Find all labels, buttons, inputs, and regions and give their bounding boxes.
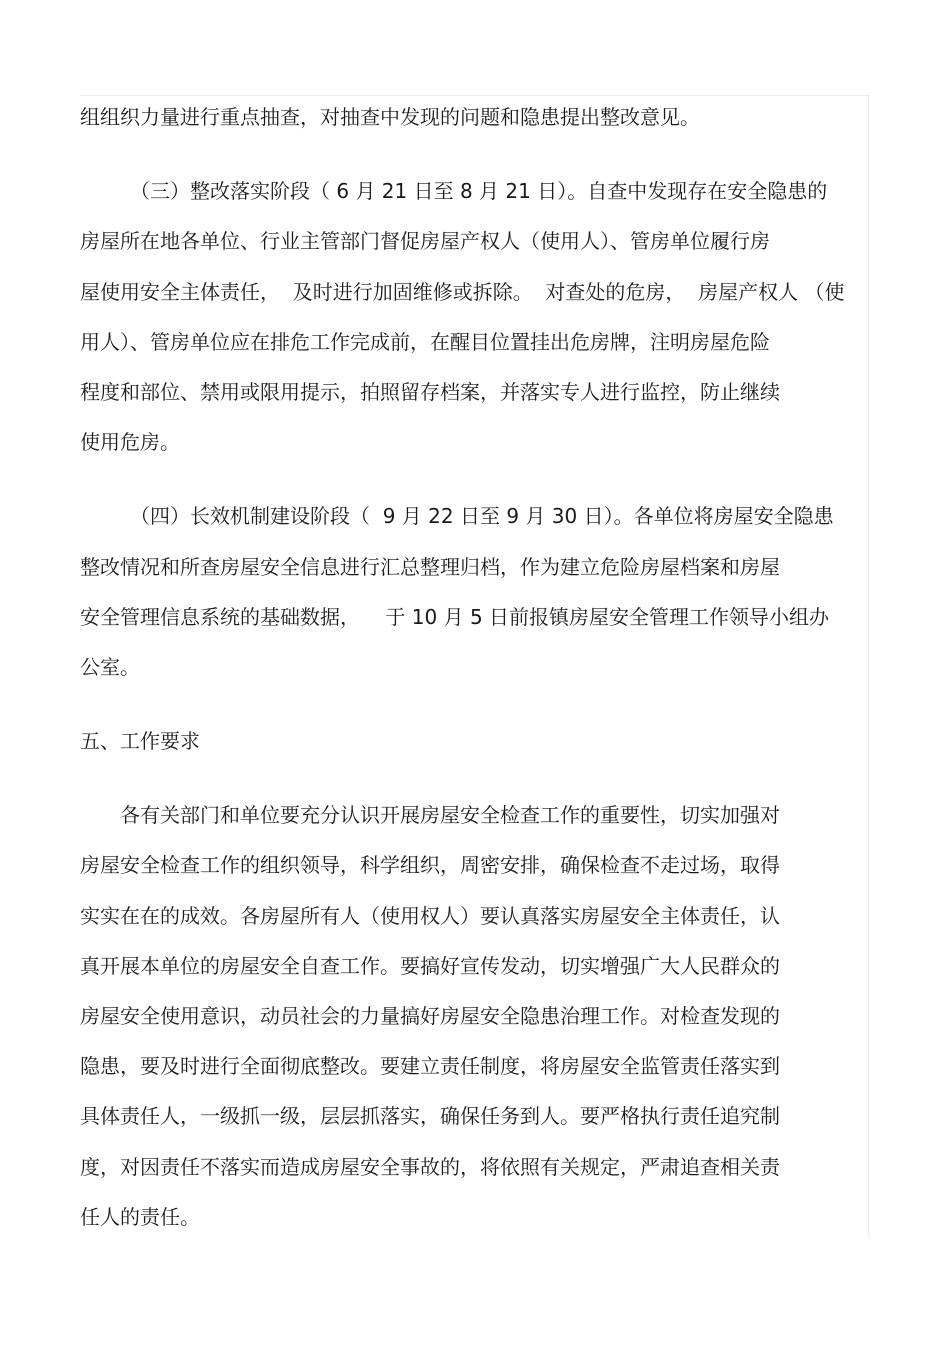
text-line: 程度和部位、禁用或限用提示，拍照留存档案，并落实专人进行监控，防止继续 [80, 379, 780, 404]
text-line: 整改情况和所查房屋安全信息进行汇总整理归档，作为建立危险房屋档案和房屋 [80, 554, 780, 579]
text-line: （三）整改落实阶段（ 6 月 21 日至 8 月 21 日）。自查中发现存在安全隐患的 [130, 179, 828, 204]
text-line: 各有关部门和单位要充分认识开展房屋安全检查工作的重要性，切实加强对 [120, 803, 780, 828]
text-line: 使用危房。 [80, 430, 180, 455]
text-line: 房屋所在地各单位、行业主管部门督促房屋产权人（使用人）、管房单位履行房 [80, 229, 770, 254]
text-line: （四）长效机制建设阶段（ 9 月 22 日至 9 月 30 日）。各单位将房屋安全隐患 [130, 504, 834, 529]
text-line: 真开展本单位的房屋安全自查工作。要搞好宣传发动，切实增强广大人民群众的 [80, 953, 780, 978]
text-line: 实实在在的成效。各房屋所有人（使用权人）要认真落实房屋安全主体责任，认 [80, 903, 780, 928]
text-line: 隐患，要及时进行全面彻底整改。要建立责任制度，将房屋安全监管责任落实到 [80, 1054, 780, 1079]
text-line: 任人的责任。 [80, 1204, 200, 1229]
text-line: 用人）、管房单位应在排危工作完成前，在醒目位置挂出危房牌，注明房屋危险 [80, 329, 770, 354]
paragraph-work-requirements [80, 790, 870, 1242]
text-line: 房屋安全使用意识，动员社会的力量搞好房屋安全隐患治理工作。对检查发现的 [80, 1004, 780, 1028]
text-line: 屋使用安全主体责任， 及时进行加固维修或拆除。 对查处的危房， 房屋产权人 （使 [80, 279, 845, 304]
paragraph-rectification-stage [80, 166, 870, 467]
section-heading: 五、工作要求 [80, 729, 200, 754]
document-page [80, 92, 870, 1242]
paragraph-long-term-mechanism [80, 491, 870, 692]
text-line: 度，对因责任不落实而造成房屋安全事故的，将依照有关规定，严肃追查相关责 [80, 1154, 780, 1179]
text-line: 公室。 [80, 654, 140, 679]
text-line: 具体责任人，一级抓一级，层层抓落实，确保任务到人。要严格执行责任追究制 [80, 1104, 780, 1129]
text-line: 组组织力量进行重点抽查，对抽查中发现的问题和隐患提出整改意见。 [80, 105, 700, 129]
paragraph-inspection-followup [80, 92, 870, 142]
text-line: 安全管理信息系统的基础数据， 于 10 月 5 日前报镇房屋安全管理工作领导小组办 [80, 604, 830, 629]
text-line: 房屋安全检查工作的组织领导，科学组织，周密安排，确保检查不走过场，取得 [80, 853, 780, 878]
